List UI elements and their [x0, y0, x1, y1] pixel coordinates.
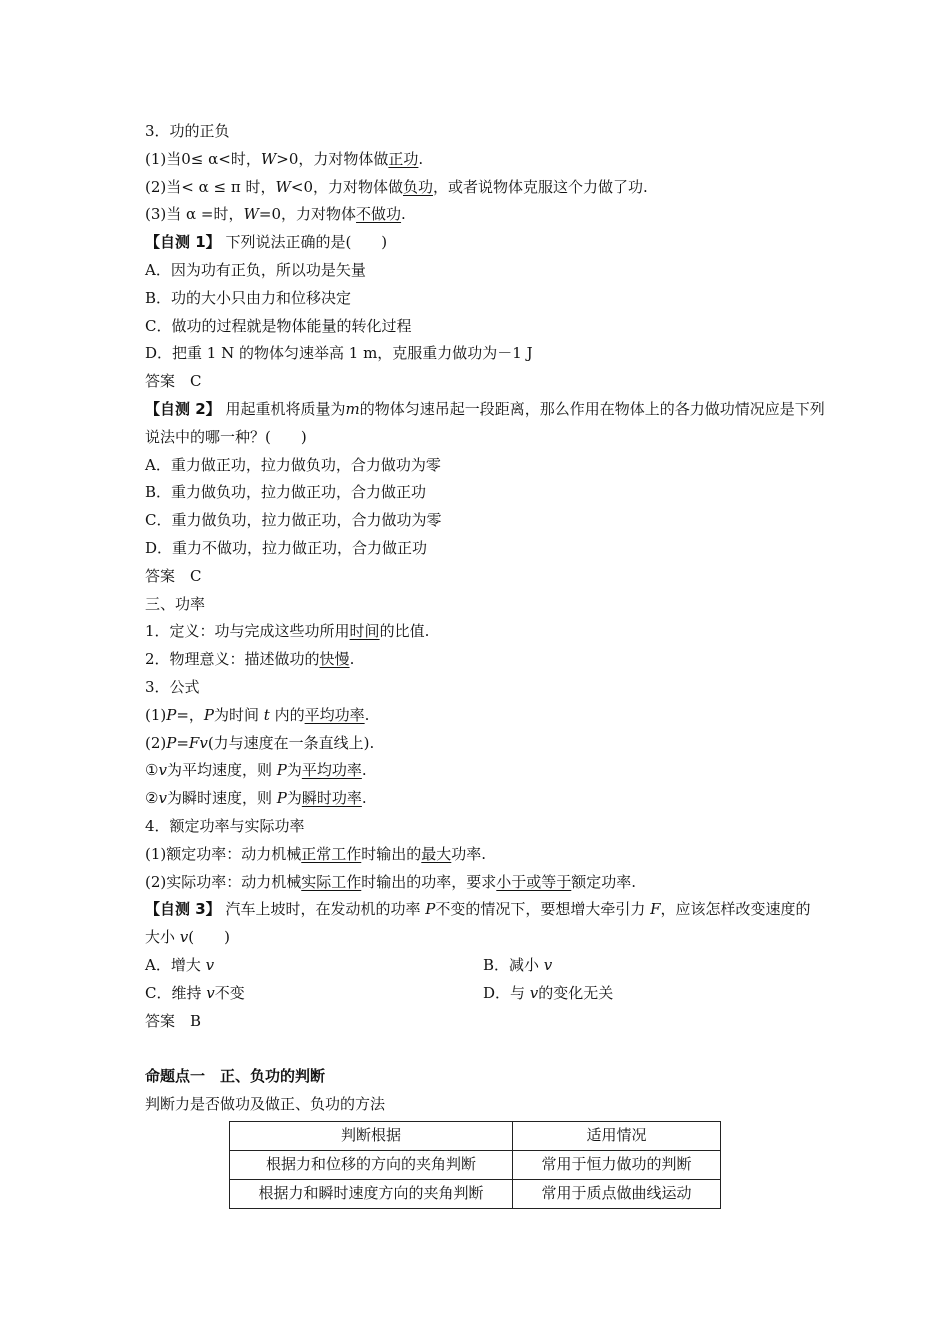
self-test-2-option-d: D．重力不做功，拉力做正功，合力做正功 — [145, 538, 428, 557]
self-test-1-option-d: D．把重 1 N 的物体匀速举高 1 m，克服重力做功为－1 J — [145, 344, 533, 363]
formula-title: 3．公式 — [145, 677, 200, 696]
self-test-3-options-row-2 — [145, 980, 825, 1008]
topic-heading: 命题点一 正、负功的判断 — [145, 1067, 326, 1086]
self-test-3-option-c: C．维持 v不变 — [145, 983, 245, 1002]
positive-work-line: (1)当0≤ α<时，W>0，力对物体做正功. — [145, 149, 424, 168]
power-definition: 1．定义：功与完成这些功所用时间的比值. — [145, 622, 430, 641]
rated-power-title: 4．额定功率与实际功率 — [145, 816, 305, 835]
table-row — [230, 1179, 721, 1208]
power-meaning: 2．物理意义：描述做功的快慢. — [145, 650, 355, 669]
table-row — [230, 1150, 721, 1179]
self-test-1-option-c: C．做功的过程就是物体能量的转化过程 — [145, 316, 412, 335]
self-test-2-question: 【自测 2】 用起重机将质量为m的物体匀速吊起一段距离，那么作用在物体上的各力做功情况应是下列说法中的哪一种？( ) — [145, 399, 825, 446]
self-test-2-option-c: C．重力做负功，拉力做正功，合力做功为零 — [145, 511, 442, 530]
self-test-1-option-b: B．功的大小只由力和位移决定 — [145, 288, 352, 307]
judgment-table — [229, 1121, 721, 1209]
formula-fv-average: ①v为平均速度，则 P为平均功率. — [145, 761, 367, 780]
table-header-row — [230, 1121, 721, 1150]
negative-work-line: (2)当< α ≤ π 时，W<0，力对物体做负功，或者说物体克服这个力做了功. — [145, 177, 648, 196]
table-cell: 根据力和位移的方向的夹角判断 — [230, 1150, 513, 1179]
table-cell: 根据力和瞬时速度方向的夹角判断 — [230, 1179, 513, 1208]
self-test-1-answer: 答案 C — [145, 372, 202, 391]
table-header-cell: 适用情况 — [513, 1121, 721, 1150]
table-cell: 常用于质点做曲线运动 — [513, 1179, 721, 1208]
self-test-3-option-b: B．减小 v — [483, 955, 553, 974]
formula-average: (1)P=，P为时间 t 内的平均功率. — [145, 705, 370, 724]
self-test-2-answer: 答案 C — [145, 566, 202, 585]
self-test-1-question: 【自测 1】 下列说法正确的是( ) — [145, 233, 388, 252]
spacer — [145, 1035, 825, 1063]
formula-fv-instant: ②v为瞬时速度，则 P为瞬时功率. — [145, 789, 367, 808]
zero-work-line: (3)当 α =时，W=0，力对物体不做功. — [145, 205, 406, 224]
self-test-3-answer: 答案 B — [145, 1011, 202, 1030]
actual-power: (2)实际功率：动力机械实际工作时输出的功率，要求小于或等于额定功率. — [145, 872, 637, 891]
rated-power: (1)额定功率：动力机械正常工作时输出的最大功率. — [145, 844, 487, 863]
self-test-2-option-b: B．重力做负功，拉力做正功，合力做正功 — [145, 483, 427, 502]
table-cell: 常用于恒力做功的判断 — [513, 1150, 721, 1179]
self-test-3-options-row-1 — [145, 952, 825, 980]
self-test-2-option-a: A．重力做正功，拉力做负功，合力做功为零 — [145, 455, 441, 474]
document-page — [145, 118, 825, 1209]
self-test-3-question: 【自测 3】 汽车上坡时，在发动机的功率 P不变的情况下，要想增大牵引力 F，应该怎样改变速度的大小 v( ) — [145, 900, 811, 947]
self-test-3-option-d: D．与 v的变化无关 — [483, 983, 614, 1002]
topic-intro: 判断力是否做功及做正、负功的方法 — [145, 1095, 386, 1114]
section-title: 3．功的正负 — [145, 122, 230, 140]
self-test-3-option-a: A．增大 v — [145, 955, 215, 974]
formula-fv: (2)P=Fv(力与速度在一条直线上). — [145, 733, 375, 752]
power-section-title: 三、功率 — [145, 594, 206, 613]
table-header-cell: 判断根据 — [230, 1121, 513, 1150]
self-test-1-option-a: A．因为功有正负，所以功是矢量 — [145, 260, 366, 279]
